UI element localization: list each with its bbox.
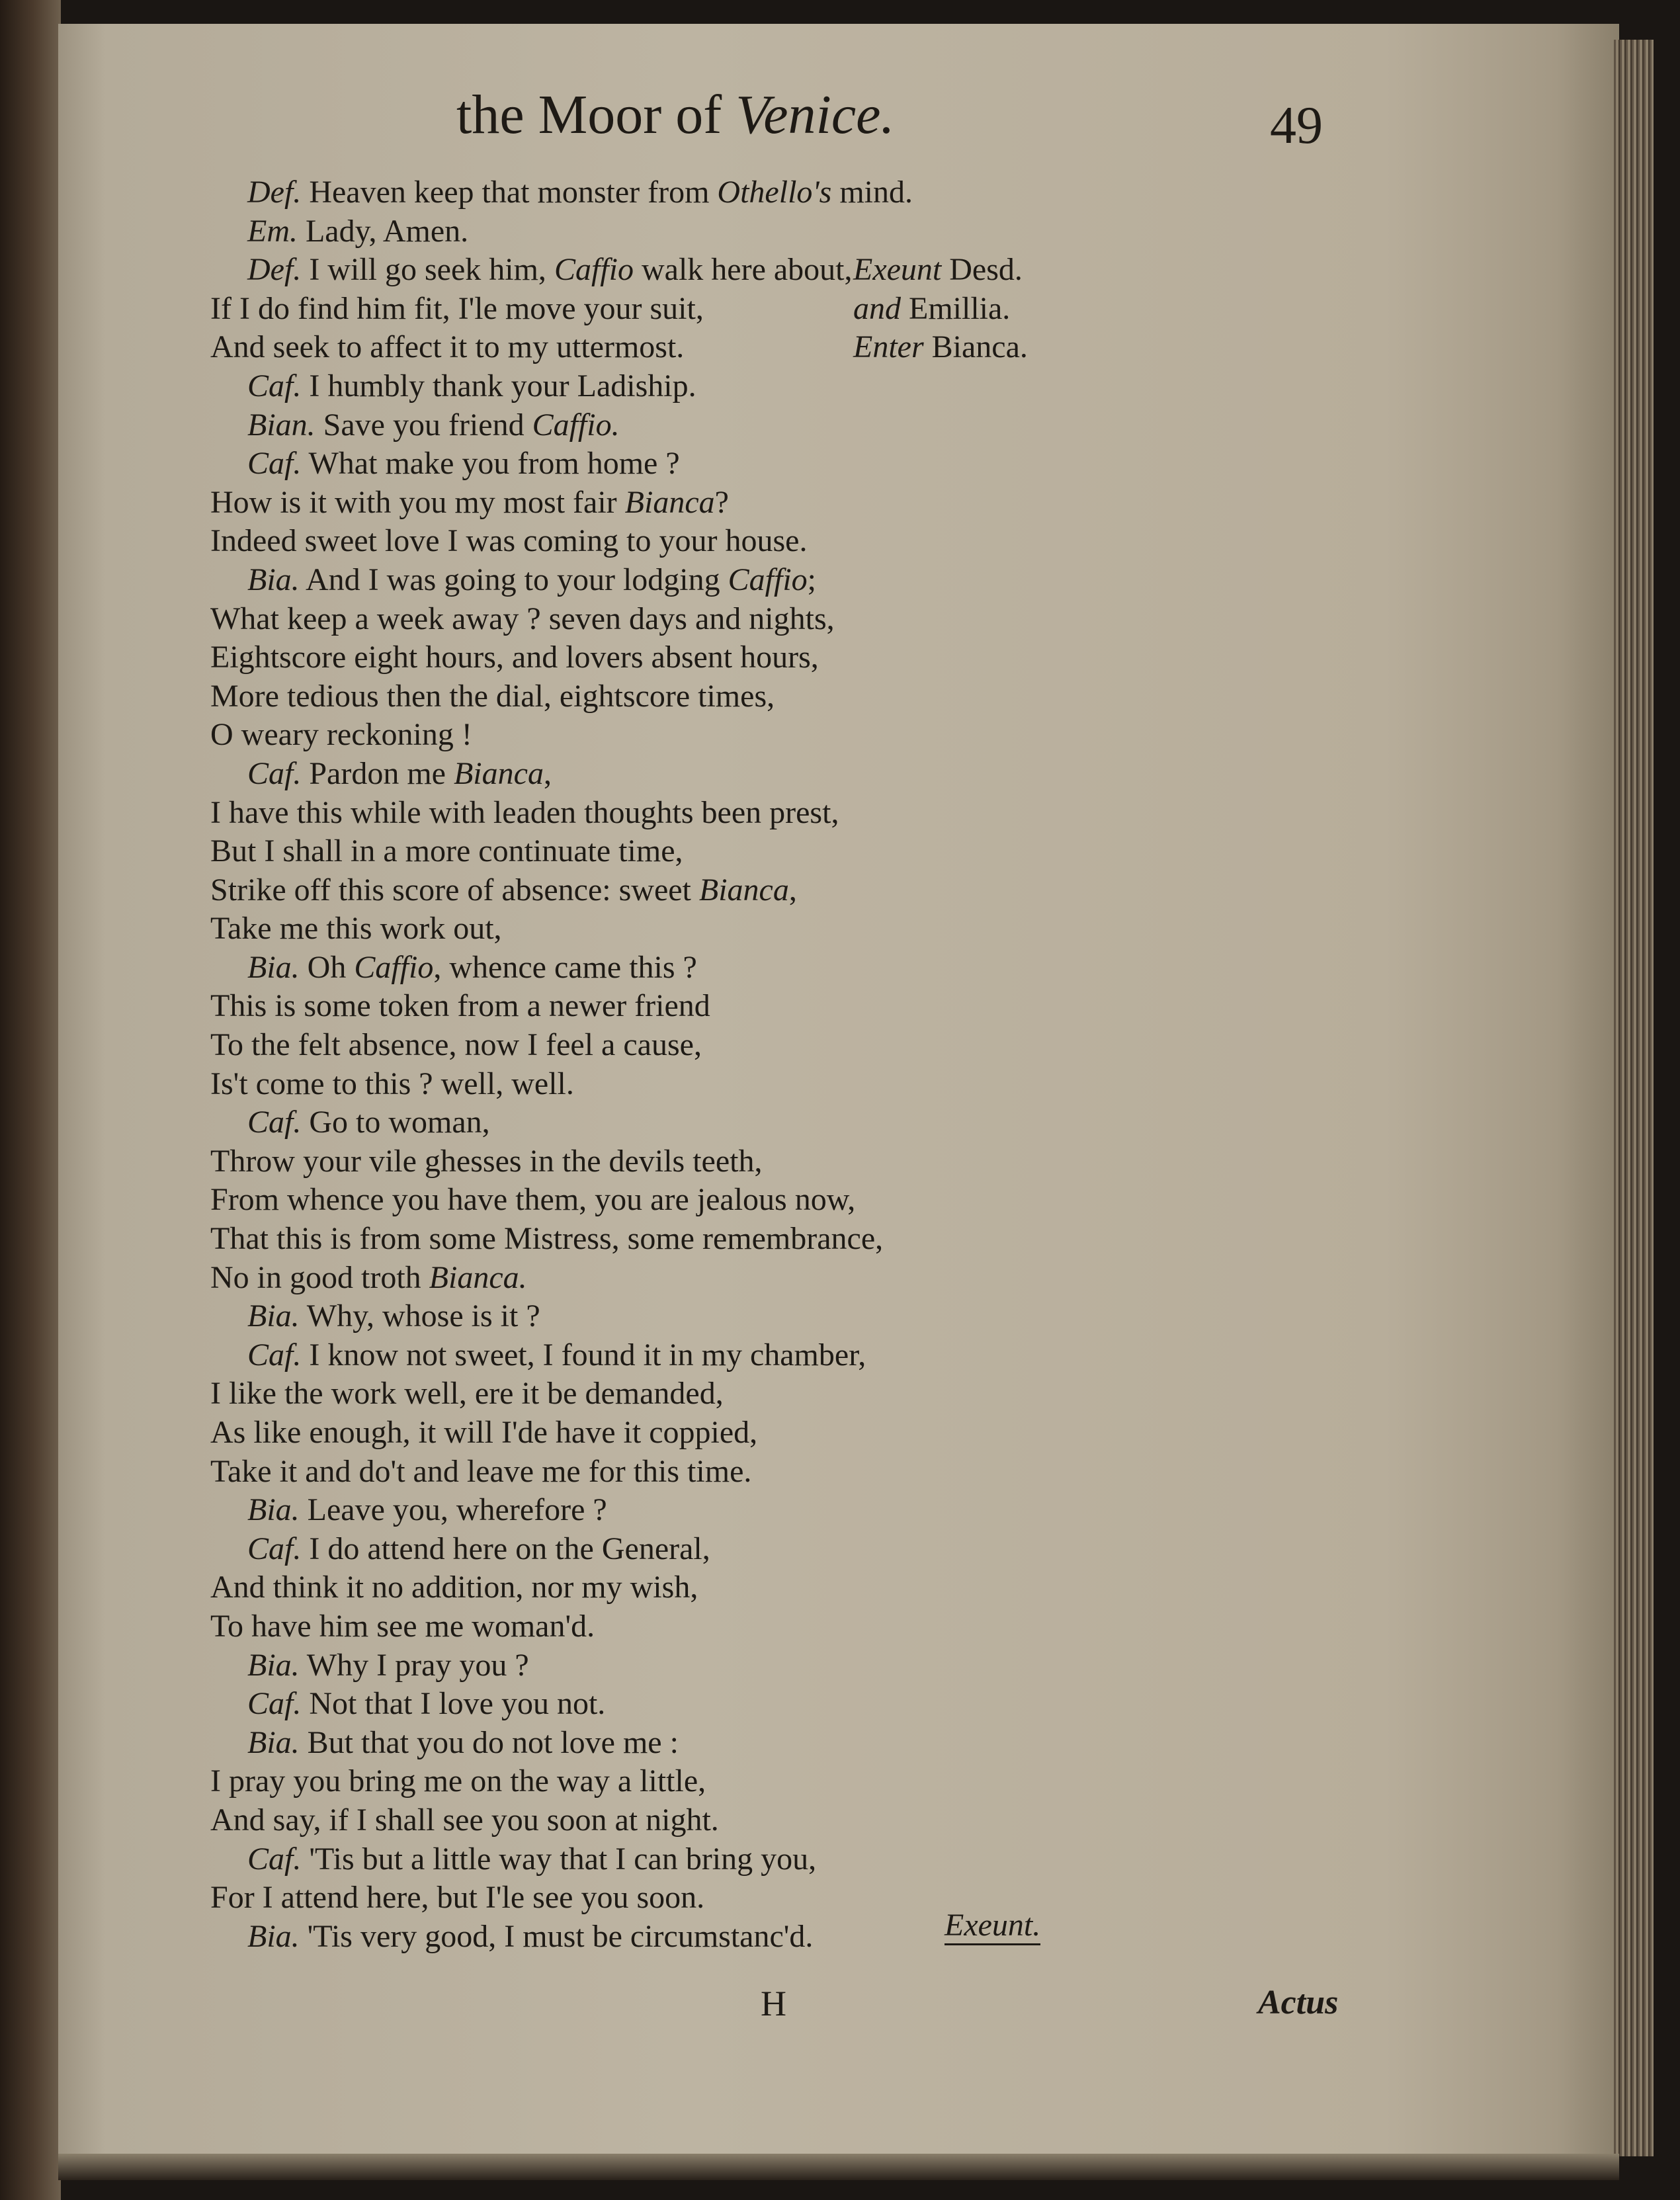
roman-text: ;: [807, 562, 817, 597]
roman-text: , whence came this ?: [433, 949, 697, 985]
speaker-name: Caf.: [247, 368, 302, 403]
roman-text: What make you from home ?: [301, 446, 680, 482]
roman-text: walk here about,: [633, 252, 853, 288]
roman-text: O weary reckoning !: [210, 717, 472, 753]
verse-line: [210, 1181, 1070, 1220]
speaker-name: Bia.: [247, 949, 300, 985]
verse-line: [210, 638, 1070, 677]
speaker-name: Bian.: [247, 407, 315, 443]
speaker-name: Bia.: [247, 1647, 300, 1683]
speech-line: [210, 1724, 1070, 1763]
roman-text: Not that I love you not.: [301, 1686, 606, 1722]
speaker-name: Bia.: [247, 562, 300, 597]
roman-text: Go to woman,: [301, 1105, 490, 1140]
roman-text: No in good troth: [210, 1259, 429, 1295]
verse-line: [210, 1259, 1070, 1298]
verse-line: [210, 1879, 1070, 1918]
verse-line: [210, 1375, 1070, 1414]
speaker-name: Bia.: [247, 1492, 300, 1528]
verse-line: [210, 677, 1070, 716]
speech-line: [210, 1646, 1070, 1685]
roman-text: I know not sweet, I found it in my chamber,: [301, 1337, 866, 1373]
running-title-italic: Venice.: [735, 84, 895, 146]
speech-line: [210, 406, 1070, 445]
verse-line: [210, 1065, 1070, 1104]
roman-text: Throw your vile ghesses in the devils teeth,: [210, 1143, 763, 1179]
stage-direction: [853, 251, 1071, 290]
page-number: 49: [1270, 97, 1323, 155]
roman-text: What keep a week away ? seven days and nights,: [210, 601, 835, 636]
verse-line: [210, 1762, 1070, 1801]
italic-text: Caffio: [354, 949, 434, 985]
speaker-name: Caf.: [247, 1841, 302, 1877]
roman-text: Is't come to this ? well, well.: [210, 1066, 574, 1101]
speaker-name: Caf.: [247, 446, 302, 482]
speaker-name: Em.: [247, 213, 298, 249]
speech-line: [210, 755, 1070, 794]
roman-text: Eightscore eight hours, and lovers absent hours,: [210, 640, 819, 675]
running-title: [456, 84, 999, 146]
roman-text: For I attend here, but I'le see you soon.: [210, 1880, 705, 1916]
italic-text: Othello's: [717, 175, 832, 210]
speech-line: [210, 1685, 1070, 1724]
roman-text: But that you do not love me :: [299, 1724, 679, 1760]
italic-text: Enter: [853, 329, 924, 365]
final-stage-direction: Exeunt.: [945, 1909, 1040, 1945]
speech-line: [210, 367, 1070, 406]
speaker-name: Def.: [247, 175, 302, 210]
speech-line: [210, 1103, 1070, 1142]
verse-line: [210, 987, 1070, 1026]
roman-text: To have him see me woman'd.: [210, 1608, 595, 1644]
roman-text: Bianca.: [923, 329, 1028, 365]
running-title-roman: the Moor of: [456, 84, 736, 146]
roman-text: 'Tis very good, I must be circumstanc'd.: [299, 1918, 814, 1954]
verse-line: [210, 1607, 1070, 1646]
roman-text: 'Tis but a little way that I can bring you,: [301, 1841, 817, 1877]
stage-directions: [853, 251, 1071, 367]
roman-text: More tedious then the dial, eightscore times,: [210, 678, 775, 714]
speech-line: [210, 173, 1070, 212]
roman-text: As like enough, it will I'de have it coppied,: [210, 1415, 758, 1450]
italic-text: Exeunt: [853, 252, 942, 287]
italic-text: Bianca: [453, 755, 544, 791]
speaker-name: Caf.: [247, 1105, 302, 1140]
page-edges: [1614, 40, 1654, 2156]
roman-text: Why, whose is it ?: [299, 1298, 540, 1334]
speaker-name: Caf.: [247, 1686, 302, 1722]
roman-text: Emillia.: [901, 290, 1011, 326]
verse-line: [210, 910, 1070, 949]
verse-line: [210, 1026, 1070, 1065]
roman-text: I humbly thank your Ladiship.: [301, 368, 696, 403]
roman-text: And seek to affect it to my uttermost.: [210, 329, 685, 365]
roman-text: mind.: [831, 175, 913, 210]
italic-text: Bianca: [624, 484, 715, 520]
roman-text: To the felt absence, now I feel a cause,: [210, 1027, 702, 1063]
speech-line: [210, 949, 1070, 988]
speech-line: [210, 1336, 1070, 1375]
speaker-name: Caf.: [247, 1337, 302, 1373]
book-binding: [0, 0, 61, 2200]
verse-line: [210, 832, 1070, 871]
verse-line: [210, 1801, 1070, 1840]
roman-text: Lady, Amen.: [297, 213, 469, 249]
speech-line: [210, 1530, 1070, 1569]
verse-line: [210, 1414, 1070, 1453]
italic-text: Bianca.: [429, 1259, 527, 1295]
speaker-name: Bia.: [247, 1918, 300, 1954]
verse-line: [210, 1220, 1070, 1259]
roman-text: I like the work well, ere it be demanded,: [210, 1376, 724, 1412]
roman-text: Take me this work out,: [210, 911, 502, 947]
italic-text: Bianca: [698, 872, 789, 908]
roman-text: How is it with you my most fair: [210, 484, 625, 520]
roman-text: This is some token from a newer friend: [210, 988, 710, 1024]
verse-line: [210, 1568, 1070, 1607]
speech-line: [210, 1840, 1070, 1879]
roman-text: Why I pray you ?: [299, 1647, 529, 1683]
roman-text: From whence you have them, you are jealous now,: [210, 1182, 856, 1218]
speech-line: [210, 561, 1070, 600]
roman-text: Leave you, wherefore ?: [299, 1492, 607, 1528]
signature-mark: H: [761, 1984, 786, 2023]
speech-line: [210, 1491, 1070, 1530]
verse-line: [210, 1142, 1070, 1181]
roman-text: Strike off this score of absence: sweet: [210, 872, 699, 908]
stage-direction: [853, 290, 1071, 329]
italic-text: Caffio: [554, 252, 634, 288]
roman-text: ?: [714, 484, 729, 520]
verse-line: [210, 871, 1070, 910]
roman-text: That this is from some Mistress, some remembrance,: [210, 1221, 884, 1257]
roman-text: ,: [543, 755, 552, 791]
speech-line: [210, 212, 1070, 251]
roman-text: Heaven keep that monster from: [301, 175, 718, 210]
italic-text: and: [853, 290, 901, 326]
roman-text: I do attend here on the General,: [301, 1531, 710, 1566]
roman-text: Desd.: [941, 252, 1023, 287]
speaker-name: Bia.: [247, 1724, 300, 1760]
speech-line: [210, 1918, 1070, 1957]
roman-text: I pray you bring me on the way a little,: [210, 1763, 706, 1799]
speaker-name: Caf.: [247, 1531, 302, 1566]
verse-line: [210, 794, 1070, 833]
speech-line: [210, 444, 1070, 484]
roman-text: Pardon me: [301, 755, 454, 791]
speaker-name: Def.: [247, 252, 302, 288]
verse-line: [210, 484, 1070, 523]
roman-text: Indeed sweet love I was coming to your house.: [210, 523, 808, 559]
italic-text: Caffio: [728, 562, 808, 597]
roman-text: And think it no addition, nor my wish,: [210, 1570, 698, 1605]
play-text: [210, 173, 1070, 1956]
catchword: Actus: [1258, 1984, 1339, 2021]
italic-text: Caffio.: [532, 407, 620, 443]
roman-text: ,: [788, 872, 797, 908]
verse-line: [210, 1453, 1070, 1492]
roman-text: And I was going to your lodging: [299, 562, 728, 597]
roman-text: Take it and do't and leave me for this time.: [210, 1453, 752, 1489]
verse-line: [210, 600, 1070, 639]
speaker-name: Bia.: [247, 1298, 300, 1334]
page-bottom-shadow: [58, 2154, 1619, 2180]
roman-text: If I do find him fit, I'le move your suit,: [210, 290, 704, 326]
verse-line: [210, 522, 1070, 561]
roman-text: I have this while with leaden thoughts been prest,: [210, 794, 839, 830]
roman-text: I will go seek him,: [301, 252, 554, 288]
roman-text: But I shall in a more continuate time,: [210, 833, 683, 869]
stage-direction: [853, 328, 1071, 367]
roman-text: And say, if I shall see you soon at night.: [210, 1802, 719, 1838]
speaker-name: Caf.: [247, 755, 302, 791]
speech-line: [210, 1297, 1070, 1336]
roman-text: Oh: [299, 949, 355, 985]
verse-line: [210, 716, 1070, 755]
roman-text: Save you friend: [315, 407, 532, 443]
